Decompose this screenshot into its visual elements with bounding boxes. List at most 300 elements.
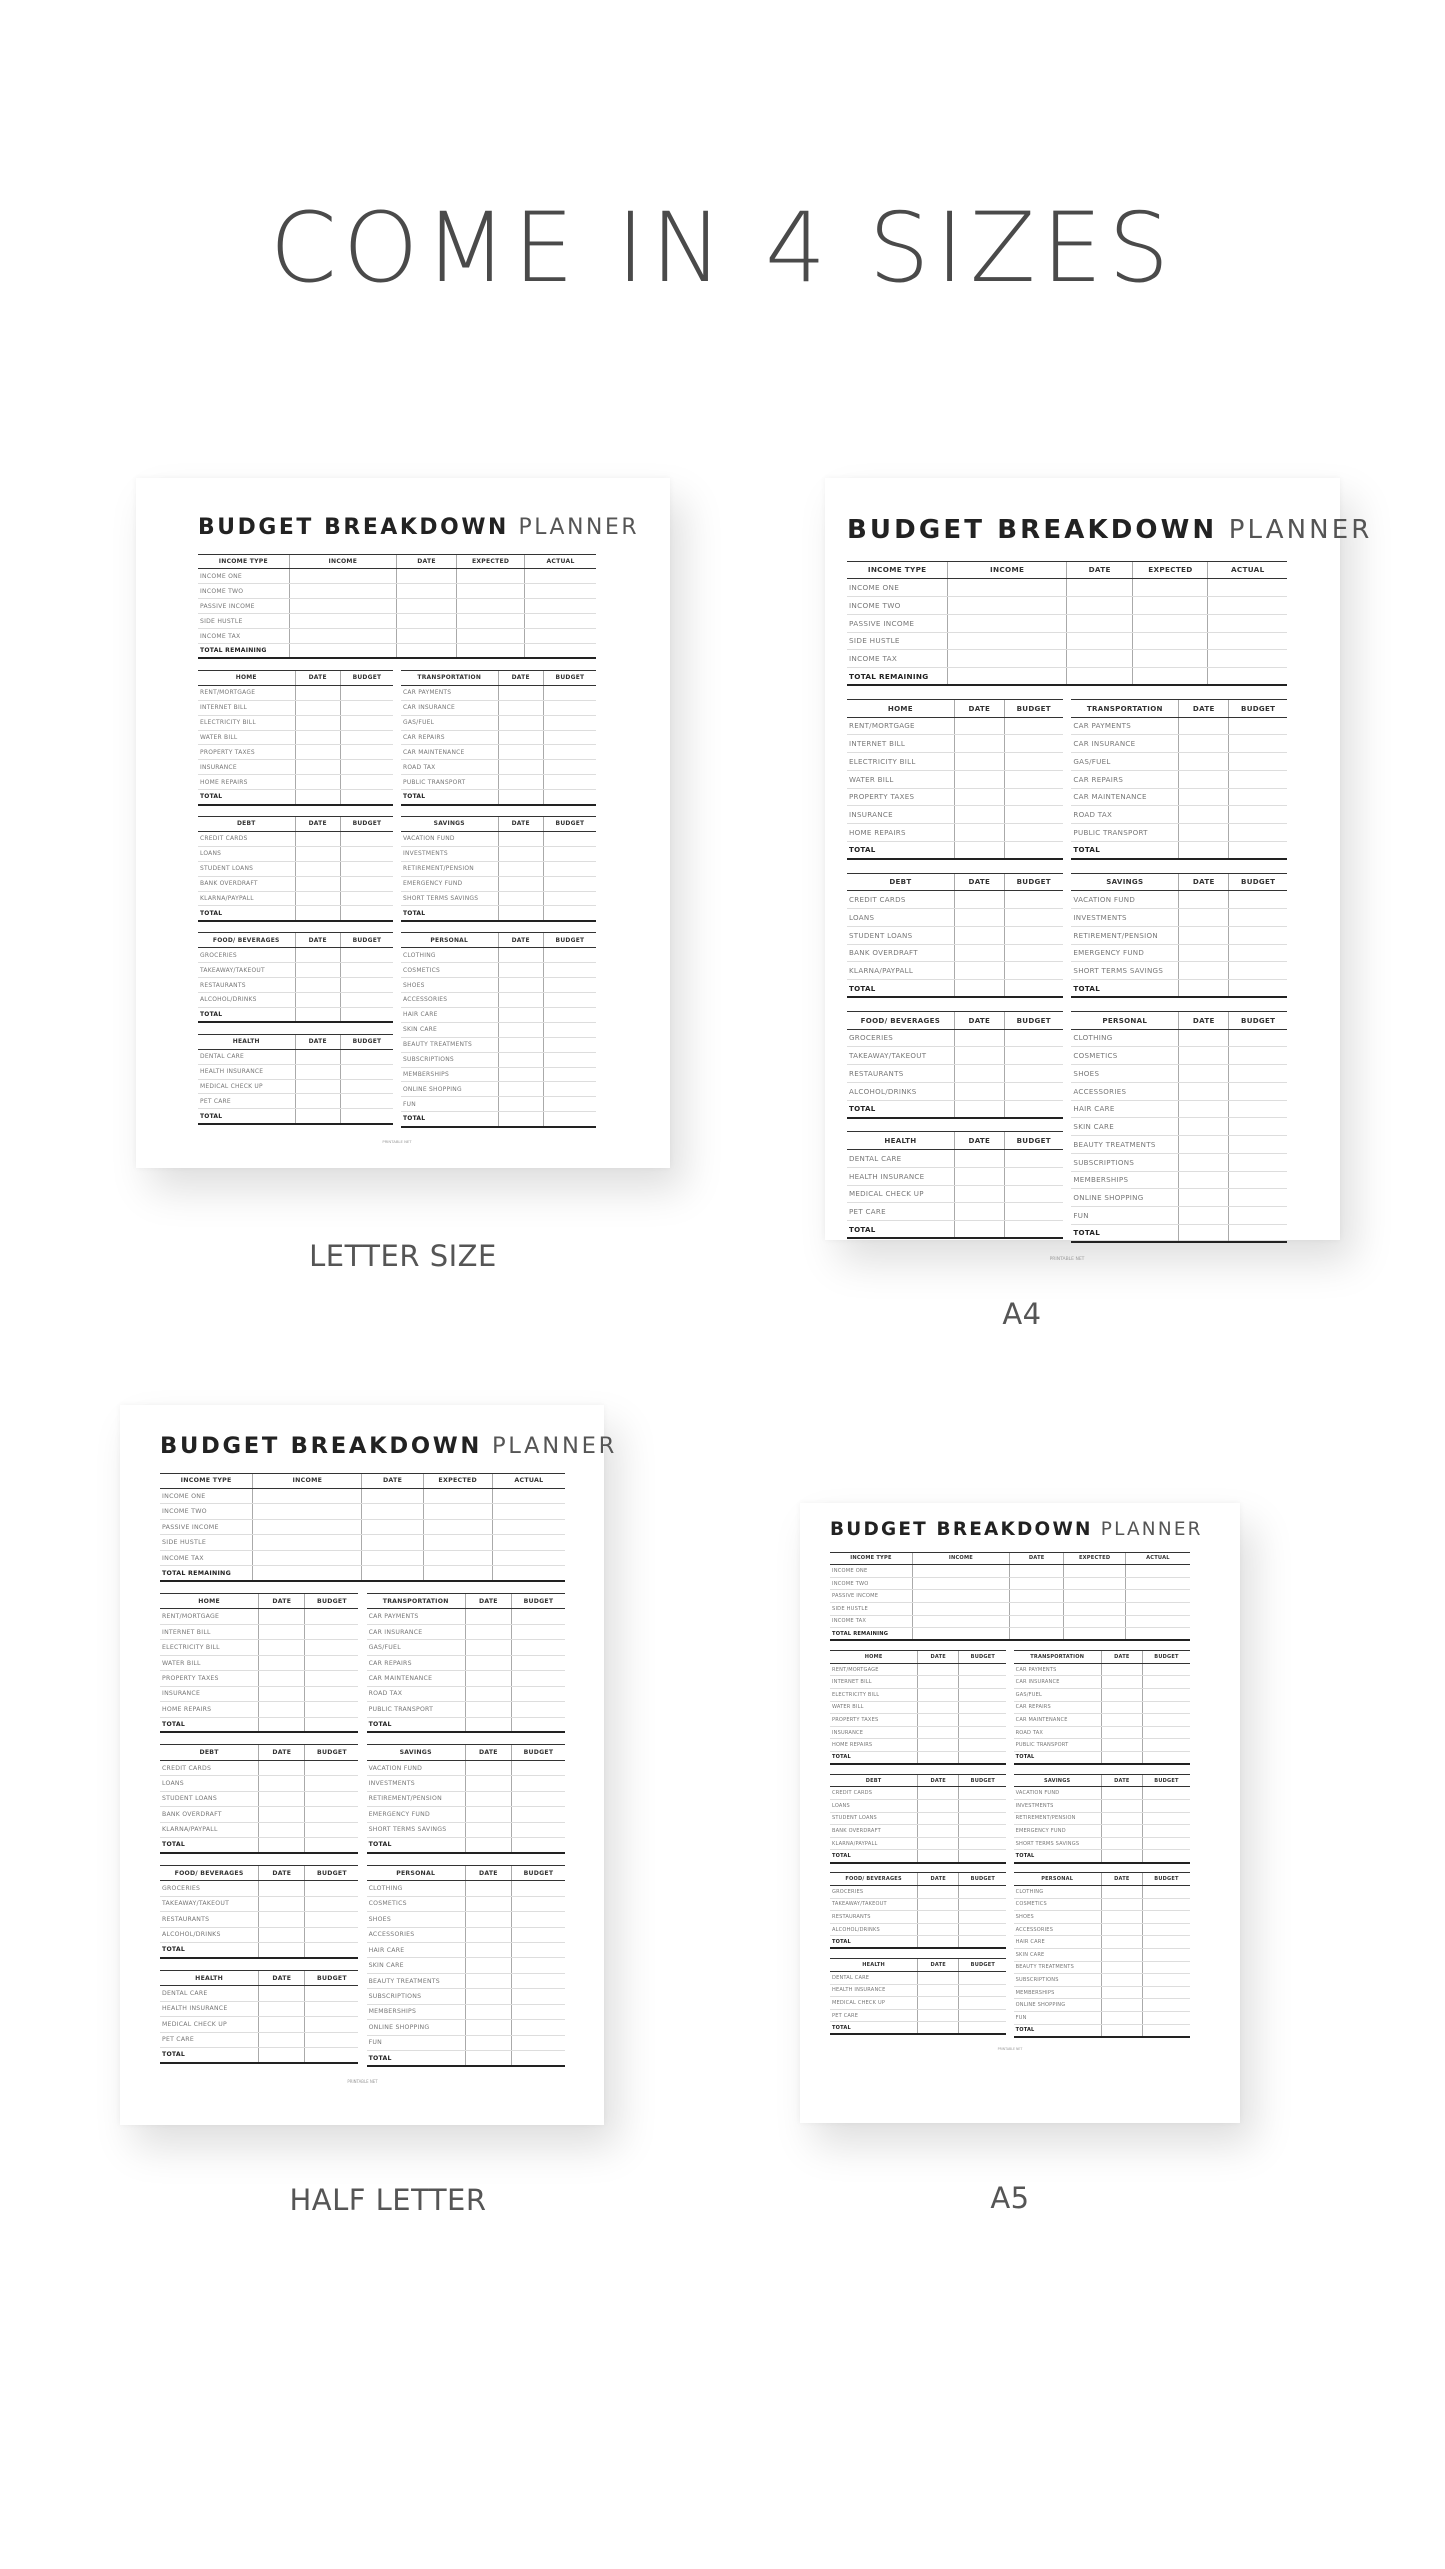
section-item: CREDIT CARDS <box>160 1760 259 1775</box>
section-item: ELECTRICITY BILL <box>830 1688 918 1701</box>
expense-column-right <box>401 659 596 1127</box>
section-cell <box>259 1807 305 1822</box>
section-cell <box>954 1167 1004 1185</box>
income-row-label: PASSIVE INCOME <box>160 1519 253 1534</box>
income-cell <box>289 614 396 629</box>
section-date-header: DATE <box>498 817 543 832</box>
section-item: CLOTHING <box>1014 1886 1102 1899</box>
section-cell <box>959 1812 1007 1825</box>
section-cell <box>1004 1150 1062 1168</box>
expense-section-table <box>1071 873 1287 999</box>
planner-title <box>198 515 640 540</box>
section-item: INVESTMENTS <box>1071 909 1178 927</box>
section-cell <box>498 993 543 1008</box>
expense-section-table <box>1071 1011 1287 1243</box>
section-cell <box>340 1064 393 1079</box>
section-cell <box>511 1717 565 1732</box>
section-item: CLOTHING <box>401 948 498 963</box>
section-total-label: TOTAL <box>1071 980 1178 998</box>
section-cell <box>1229 980 1287 998</box>
section-cell <box>1142 1739 1190 1752</box>
section-title: SAVINGS <box>1071 873 1178 891</box>
section-budget-header: BUDGET <box>1142 1873 1190 1886</box>
section-item: FUN <box>401 1097 498 1112</box>
section-cell <box>259 1822 305 1837</box>
section-cell <box>1142 1800 1190 1813</box>
income-row-label: INCOME TWO <box>160 1504 253 1519</box>
section-cell <box>259 1702 305 1717</box>
section-cell <box>954 1047 1004 1065</box>
section-cell <box>1101 1812 1142 1825</box>
section-item: INVESTMENTS <box>1014 1800 1102 1813</box>
section-budget-header: BUDGET <box>340 1034 393 1049</box>
section-cell <box>295 745 340 760</box>
section-item: EMERGENCY FUND <box>1014 1825 1102 1838</box>
section-item: INSURANCE <box>160 1686 259 1701</box>
section-cell <box>959 1714 1007 1727</box>
section-item: CAR PAYMENTS <box>1071 717 1178 735</box>
section-date-header: DATE <box>259 1865 305 1880</box>
section-item: CLOTHING <box>367 1881 466 1896</box>
planner-title <box>830 1518 1203 1540</box>
planner-title-bold: BUDGET BREAKDOWN <box>847 515 1218 545</box>
section-cell <box>918 1837 959 1850</box>
income-row-label: INCOME ONE <box>198 569 289 584</box>
income-cell <box>1009 1603 1063 1616</box>
section-title: FOOD/ BEVERAGES <box>160 1865 259 1880</box>
section-cell <box>1179 980 1229 998</box>
section-cell <box>1229 1047 1287 1065</box>
section-cell <box>1004 1221 1062 1239</box>
income-row-label: INCOME ONE <box>830 1565 912 1578</box>
section-date-header: DATE <box>1179 873 1229 891</box>
section-cell <box>1229 841 1287 859</box>
section-total-label: TOTAL <box>198 1109 295 1124</box>
section-cell <box>1004 788 1062 806</box>
section-cell <box>305 1717 359 1732</box>
section-cell <box>1101 1837 1142 1850</box>
section-cell <box>295 906 340 921</box>
income-cell <box>948 668 1067 686</box>
section-cell <box>1179 1065 1229 1083</box>
income-cell <box>397 643 457 658</box>
section-cell <box>1229 1153 1287 1171</box>
section-budget-header: BUDGET <box>959 1774 1007 1787</box>
income-cell <box>253 1566 362 1581</box>
section-item: DENTAL CARE <box>847 1150 954 1168</box>
income-cell <box>1133 668 1208 686</box>
section-cell <box>465 1702 511 1717</box>
section-cell <box>1101 1898 1142 1911</box>
income-cell <box>492 1489 565 1504</box>
section-budget-header: BUDGET <box>543 933 596 948</box>
section-cell <box>340 978 393 993</box>
section-cell <box>340 876 393 891</box>
section-cell <box>498 1022 543 1037</box>
section-total-label: TOTAL <box>401 906 498 921</box>
section-item: COSMETICS <box>1014 1898 1102 1911</box>
income-cell <box>1064 1628 1126 1641</box>
section-item: BANK OVERDRAFT <box>847 944 954 962</box>
section-cell <box>498 1097 543 1112</box>
income-cell <box>1009 1615 1063 1628</box>
section-cell <box>498 846 543 861</box>
section-cell <box>1229 1065 1287 1083</box>
income-cell <box>362 1489 423 1504</box>
section-cell <box>1179 1189 1229 1207</box>
income-table <box>830 1552 1190 1642</box>
section-item: WATER BILL <box>847 770 954 788</box>
section-item: PUBLIC TRANSPORT <box>401 775 498 790</box>
expense-section-table <box>367 1593 565 1733</box>
section-cell <box>1004 891 1062 909</box>
section-item: MEMBERSHIPS <box>401 1067 498 1082</box>
section-cell <box>1101 2011 1142 2024</box>
expense-section-table <box>401 932 596 1127</box>
section-cell <box>305 1671 359 1686</box>
section-cell <box>1229 944 1287 962</box>
expense-section-table <box>1014 1872 1190 2037</box>
section-cell <box>1142 2011 1190 2024</box>
section-cell <box>1179 1100 1229 1118</box>
section-item: KLARNA/PAYPALL <box>198 891 295 906</box>
planner-title-light: PLANNER <box>518 515 640 540</box>
income-cell <box>1066 614 1132 632</box>
section-item: PUBLIC TRANSPORT <box>1014 1739 1102 1752</box>
section-title: PERSONAL <box>367 1865 466 1880</box>
section-item: ACCESSORIES <box>1014 1923 1102 1936</box>
expense-section-table <box>401 816 596 922</box>
section-cell <box>259 1881 305 1896</box>
section-cell <box>954 841 1004 859</box>
income-header-cell: DATE <box>1009 1552 1063 1565</box>
income-cell <box>1064 1615 1126 1628</box>
section-total-label: TOTAL <box>401 1112 498 1127</box>
section-budget-header: BUDGET <box>305 1865 359 1880</box>
section-cell <box>465 1776 511 1791</box>
section-item: PET CARE <box>198 1094 295 1109</box>
section-budget-header: BUDGET <box>1004 1132 1062 1150</box>
section-cell <box>954 962 1004 980</box>
section-item: PROPERTY TAXES <box>830 1714 918 1727</box>
income-cell <box>948 650 1067 668</box>
expense-section-table <box>160 1744 358 1854</box>
section-cell <box>498 1037 543 1052</box>
income-cell <box>1064 1565 1126 1578</box>
section-cell <box>511 2051 565 2066</box>
section-cell <box>1179 735 1229 753</box>
section-item: WATER BILL <box>830 1701 918 1714</box>
section-cell <box>1004 1100 1062 1118</box>
section-cell <box>259 1927 305 1942</box>
section-cell <box>295 730 340 745</box>
section-cell <box>1004 962 1062 980</box>
section-total-label: TOTAL <box>847 841 954 859</box>
section-item: INTERNET BILL <box>847 735 954 753</box>
section-item: FUN <box>1014 2011 1102 2024</box>
section-cell <box>259 1640 305 1655</box>
section-cell <box>1142 1676 1190 1689</box>
section-title: PERSONAL <box>1014 1873 1102 1886</box>
section-cell <box>1101 1974 1142 1987</box>
section-cell <box>1179 909 1229 927</box>
section-budget-header: BUDGET <box>1229 873 1287 891</box>
section-cell <box>305 1986 359 2001</box>
section-item: HOME REPAIRS <box>830 1739 918 1752</box>
section-cell <box>954 926 1004 944</box>
income-cell <box>457 599 525 614</box>
income-header-cell: EXPECTED <box>423 1473 492 1488</box>
section-cell <box>465 1989 511 2004</box>
section-cell <box>340 891 393 906</box>
expense-section-table <box>847 1011 1063 1119</box>
section-cell <box>959 2022 1007 2035</box>
section-cell <box>1229 788 1287 806</box>
section-item: PET CARE <box>847 1203 954 1221</box>
section-item: ROAD TAX <box>367 1686 466 1701</box>
section-cell <box>305 1822 359 1837</box>
section-budget-header: BUDGET <box>959 1959 1007 1972</box>
section-cell <box>465 1791 511 1806</box>
income-header-cell: INCOME <box>948 561 1067 579</box>
section-cell <box>1004 824 1062 842</box>
section-item: MEDICAL CHECK UP <box>830 1997 918 2010</box>
expense-column-right <box>367 1582 565 2067</box>
section-cell <box>340 730 393 745</box>
section-title: FOOD/ BEVERAGES <box>847 1011 954 1029</box>
section-cell <box>1142 1999 1190 2012</box>
income-header-cell: INCOME TYPE <box>198 554 289 569</box>
expense-section-table <box>160 1970 358 2064</box>
section-cell <box>1142 1825 1190 1838</box>
section-item: CAR INSURANCE <box>1014 1676 1102 1689</box>
section-cell <box>1101 1676 1142 1689</box>
section-cell <box>259 1912 305 1927</box>
section-cell <box>1179 1029 1229 1047</box>
section-cell <box>498 775 543 790</box>
section-item: RETIREMENT/PENSION <box>401 861 498 876</box>
section-item: ROAD TAX <box>401 760 498 775</box>
section-cell <box>1229 891 1287 909</box>
section-cell <box>954 891 1004 909</box>
section-item: EMERGENCY FUND <box>1071 944 1178 962</box>
expense-sections <box>160 1582 565 2067</box>
section-cell <box>1229 1171 1287 1189</box>
section-cell <box>1004 1065 1062 1083</box>
section-cell <box>1101 1886 1142 1899</box>
section-item: SUBSCRIPTIONS <box>1014 1974 1102 1987</box>
planner-sheet-a5 <box>800 1503 1240 2123</box>
section-item: HEALTH INSURANCE <box>830 1984 918 1997</box>
section-budget-header: BUDGET <box>1004 1011 1062 1029</box>
section-cell <box>511 2004 565 2019</box>
section-cell <box>1179 841 1229 859</box>
section-cell <box>305 1760 359 1775</box>
income-cell <box>492 1519 565 1534</box>
section-item: SHOES <box>1014 1911 1102 1924</box>
section-cell <box>340 963 393 978</box>
section-cell <box>340 1049 393 1064</box>
planner-title <box>160 1432 617 1459</box>
income-header-cell: DATE <box>1066 561 1132 579</box>
section-item: CREDIT CARDS <box>847 891 954 909</box>
section-budget-header: BUDGET <box>1229 1011 1287 1029</box>
section-item: GAS/FUEL <box>401 715 498 730</box>
section-item: COSMETICS <box>367 1896 466 1911</box>
section-cell <box>340 906 393 921</box>
section-item: SHORT TERMS SAVINGS <box>1071 962 1178 980</box>
section-item: TAKEAWAY/TAKEOUT <box>830 1898 918 1911</box>
section-cell <box>295 846 340 861</box>
section-item: CAR INSURANCE <box>401 700 498 715</box>
section-budget-header: BUDGET <box>305 1594 359 1609</box>
section-cell <box>465 1717 511 1732</box>
section-item: RETIREMENT/PENSION <box>1071 926 1178 944</box>
section-cell <box>295 876 340 891</box>
section-cell <box>1004 841 1062 859</box>
section-cell <box>305 1837 359 1852</box>
expense-section-table <box>367 1865 565 2067</box>
section-cell <box>511 1837 565 1852</box>
section-budget-header: BUDGET <box>340 933 393 948</box>
section-cell <box>1101 1923 1142 1936</box>
section-cell <box>1142 1812 1190 1825</box>
section-cell <box>918 1787 959 1800</box>
section-cell <box>918 1688 959 1701</box>
section-cell <box>511 1942 565 1957</box>
section-cell <box>959 1984 1007 1997</box>
section-item: CLOTHING <box>1071 1029 1178 1047</box>
section-cell <box>1229 735 1287 753</box>
income-cell <box>1208 579 1287 597</box>
section-cell <box>1179 806 1229 824</box>
section-cell <box>305 1609 359 1624</box>
section-cell <box>1004 926 1062 944</box>
section-item: ACCESSORIES <box>367 1927 466 1942</box>
section-date-header: DATE <box>259 1745 305 1760</box>
section-cell <box>1004 806 1062 824</box>
section-cell <box>340 775 393 790</box>
section-item: SUBSCRIPTIONS <box>401 1052 498 1067</box>
section-total-label: TOTAL <box>1071 841 1178 859</box>
section-cell <box>1142 1961 1190 1974</box>
section-budget-header: BUDGET <box>1229 699 1287 717</box>
section-cell <box>511 1655 565 1670</box>
income-cell <box>253 1535 362 1550</box>
expense-section-table <box>1014 1774 1190 1864</box>
section-item: HOME REPAIRS <box>160 1702 259 1717</box>
income-cell <box>397 614 457 629</box>
section-item: STUDENT LOANS <box>198 861 295 876</box>
section-budget-header: BUDGET <box>543 817 596 832</box>
section-cell <box>1179 926 1229 944</box>
section-cell <box>1142 1936 1190 1949</box>
section-cell <box>259 1624 305 1639</box>
section-cell <box>465 1927 511 1942</box>
section-cell <box>1142 1751 1190 1764</box>
income-cell <box>1125 1565 1190 1578</box>
section-cell <box>295 1094 340 1109</box>
section-item: CAR REPAIRS <box>1071 770 1178 788</box>
planner-title-light: PLANNER <box>1100 1518 1203 1540</box>
income-cell <box>492 1550 565 1565</box>
section-budget-header: BUDGET <box>1004 699 1062 717</box>
section-cell <box>511 1671 565 1686</box>
section-date-header: DATE <box>954 699 1004 717</box>
section-item: SKIN CARE <box>1071 1118 1178 1136</box>
section-cell <box>1229 1224 1287 1242</box>
section-item: ALCOHOL/DRINKS <box>160 1927 259 1942</box>
section-date-header: DATE <box>295 817 340 832</box>
section-cell <box>1142 1898 1190 1911</box>
section-item: SKIN CARE <box>1014 1948 1102 1961</box>
section-cell <box>511 1881 565 1896</box>
section-date-header: DATE <box>918 1959 959 1972</box>
planner-title-bold: BUDGET BREAKDOWN <box>198 515 509 540</box>
section-cell <box>1142 1714 1190 1727</box>
section-cell <box>295 1079 340 1094</box>
section-cell <box>295 831 340 846</box>
section-cell <box>295 715 340 730</box>
section-cell <box>1101 1948 1142 1961</box>
section-total-label: TOTAL <box>198 1007 295 1022</box>
income-header-cell: EXPECTED <box>1064 1552 1126 1565</box>
section-date-header: DATE <box>954 1132 1004 1150</box>
section-cell <box>295 700 340 715</box>
expense-column-right <box>1071 686 1287 1243</box>
section-date-header: DATE <box>1101 1873 1142 1886</box>
section-cell <box>1179 788 1229 806</box>
income-cell <box>1066 668 1132 686</box>
income-header-cell: ACTUAL <box>1208 561 1287 579</box>
section-cell <box>918 1825 959 1838</box>
income-cell <box>423 1535 492 1550</box>
section-cell <box>498 831 543 846</box>
income-cell <box>362 1535 423 1550</box>
income-cell <box>289 599 396 614</box>
section-cell <box>1179 753 1229 771</box>
section-title: HOME <box>198 670 295 685</box>
section-cell <box>259 1717 305 1732</box>
expense-sections <box>847 686 1287 1243</box>
income-row-label: INCOME TAX <box>847 650 948 668</box>
section-cell <box>305 1791 359 1806</box>
section-cell <box>543 775 596 790</box>
section-item: ROAD TAX <box>1014 1726 1102 1739</box>
section-item: INVESTMENTS <box>401 846 498 861</box>
income-header-cell: INCOME <box>253 1473 362 1488</box>
section-cell <box>959 1800 1007 1813</box>
section-cell <box>340 1007 393 1022</box>
section-budget-header: BUDGET <box>340 670 393 685</box>
income-header-cell: DATE <box>362 1473 423 1488</box>
income-cell <box>525 614 596 629</box>
section-total-label: TOTAL <box>367 1717 466 1732</box>
section-cell <box>543 685 596 700</box>
section-cell <box>295 993 340 1008</box>
section-budget-header: BUDGET <box>1004 873 1062 891</box>
income-total-label: TOTAL REMAINING <box>160 1566 253 1581</box>
section-cell <box>959 1898 1007 1911</box>
income-cell <box>492 1535 565 1550</box>
section-item: BANK OVERDRAFT <box>198 876 295 891</box>
income-cell <box>1208 632 1287 650</box>
section-budget-header: BUDGET <box>305 1970 359 1985</box>
income-header-cell: ACTUAL <box>525 554 596 569</box>
section-date-header: DATE <box>918 1651 959 1664</box>
footer-logo: PRINTABLE NET <box>347 2079 378 2085</box>
section-cell <box>498 876 543 891</box>
